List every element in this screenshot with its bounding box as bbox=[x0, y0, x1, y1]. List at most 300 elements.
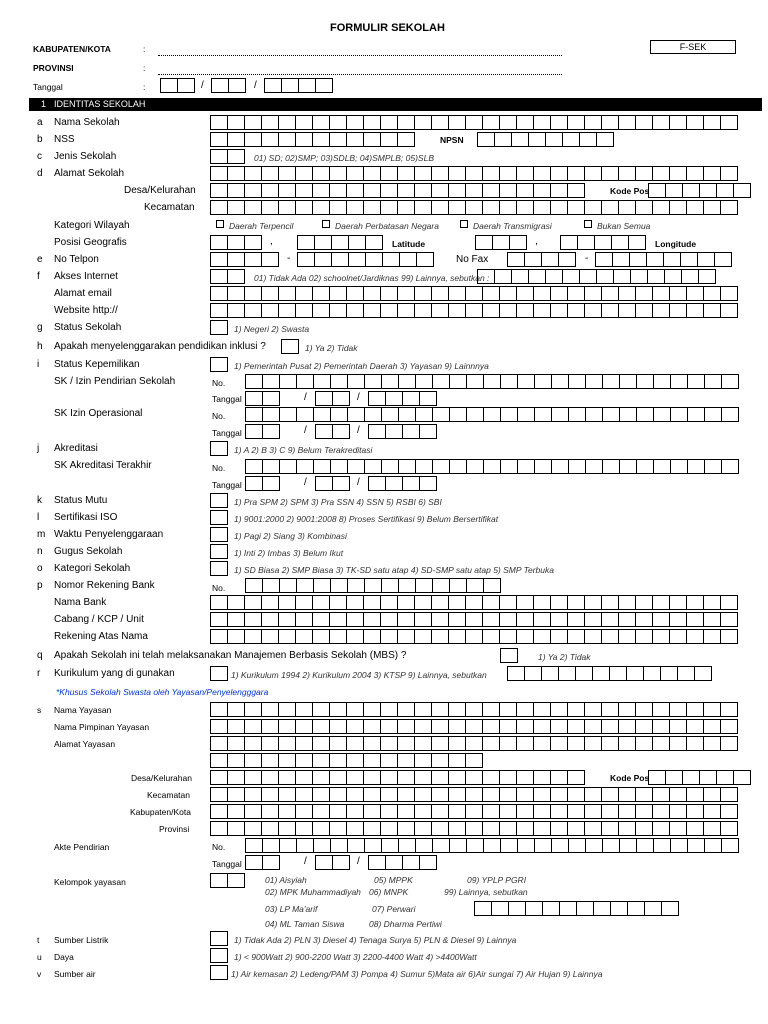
char-box[interactable] bbox=[380, 286, 398, 301]
char-box[interactable] bbox=[585, 407, 603, 422]
char-box[interactable] bbox=[363, 753, 381, 768]
char-box[interactable] bbox=[585, 838, 603, 853]
char-box[interactable] bbox=[347, 838, 365, 853]
char-box[interactable] bbox=[618, 595, 636, 610]
alamat-boxes[interactable] bbox=[210, 166, 737, 181]
char-box[interactable] bbox=[627, 901, 645, 916]
char-box[interactable] bbox=[297, 252, 315, 267]
char-box[interactable] bbox=[346, 166, 364, 181]
char-box[interactable] bbox=[516, 286, 534, 301]
char-box[interactable] bbox=[278, 629, 296, 644]
char-box[interactable] bbox=[499, 612, 517, 627]
char-box[interactable] bbox=[261, 200, 279, 215]
char-box[interactable] bbox=[703, 787, 721, 802]
char-box[interactable] bbox=[449, 459, 467, 474]
char-box[interactable] bbox=[567, 200, 585, 215]
char-box[interactable] bbox=[703, 115, 721, 130]
char-box[interactable] bbox=[584, 200, 602, 215]
char-box[interactable] bbox=[431, 770, 449, 785]
char-box[interactable] bbox=[329, 286, 347, 301]
char-box[interactable] bbox=[312, 787, 330, 802]
char-box[interactable] bbox=[584, 303, 602, 318]
char-box[interactable] bbox=[551, 407, 569, 422]
char-box[interactable] bbox=[210, 544, 228, 559]
char-box[interactable] bbox=[385, 424, 403, 439]
char-box[interactable] bbox=[680, 252, 698, 267]
char-box[interactable] bbox=[686, 115, 704, 130]
char-box[interactable] bbox=[601, 286, 619, 301]
char-box[interactable] bbox=[295, 719, 313, 734]
char-box[interactable] bbox=[477, 132, 495, 147]
char-box[interactable] bbox=[669, 612, 687, 627]
char-box[interactable] bbox=[511, 269, 529, 284]
char-box[interactable] bbox=[431, 115, 449, 130]
char-box[interactable] bbox=[363, 612, 381, 627]
char-box[interactable] bbox=[329, 132, 347, 147]
desa-boxes[interactable] bbox=[210, 183, 584, 198]
char-box[interactable] bbox=[516, 719, 534, 734]
char-box[interactable] bbox=[363, 115, 381, 130]
char-box[interactable] bbox=[619, 459, 637, 474]
char-box[interactable] bbox=[482, 166, 500, 181]
char-box[interactable] bbox=[228, 78, 246, 93]
char-box[interactable] bbox=[330, 374, 348, 389]
char-box[interactable] bbox=[368, 476, 386, 491]
atasnama-boxes[interactable] bbox=[210, 629, 737, 644]
char-box[interactable] bbox=[363, 595, 381, 610]
char-box[interactable] bbox=[332, 855, 350, 870]
char-box[interactable] bbox=[567, 612, 585, 627]
char-box[interactable] bbox=[414, 595, 432, 610]
char-box[interactable] bbox=[261, 629, 279, 644]
char-box[interactable] bbox=[465, 821, 483, 836]
char-box[interactable] bbox=[703, 286, 721, 301]
char-box[interactable] bbox=[669, 629, 687, 644]
char-box[interactable] bbox=[482, 200, 500, 215]
char-box[interactable] bbox=[567, 115, 585, 130]
char-box[interactable] bbox=[296, 459, 314, 474]
char-box[interactable] bbox=[664, 269, 682, 284]
char-box[interactable] bbox=[652, 629, 670, 644]
char-box[interactable] bbox=[312, 115, 330, 130]
char-box[interactable] bbox=[398, 838, 416, 853]
char-box[interactable] bbox=[397, 115, 415, 130]
char-box[interactable] bbox=[261, 183, 279, 198]
cabang-boxes[interactable] bbox=[210, 612, 737, 627]
char-box[interactable] bbox=[636, 838, 654, 853]
char-box[interactable] bbox=[431, 702, 449, 717]
char-box[interactable] bbox=[618, 787, 636, 802]
char-box[interactable] bbox=[601, 200, 619, 215]
char-box[interactable] bbox=[534, 459, 552, 474]
char-box[interactable] bbox=[414, 770, 432, 785]
char-box[interactable] bbox=[609, 666, 627, 681]
char-box[interactable] bbox=[295, 132, 313, 147]
char-box[interactable] bbox=[312, 303, 330, 318]
char-box[interactable] bbox=[347, 459, 365, 474]
fax-code[interactable] bbox=[507, 252, 575, 267]
char-box[interactable] bbox=[397, 753, 415, 768]
char-box[interactable] bbox=[365, 252, 383, 267]
char-box[interactable] bbox=[550, 166, 568, 181]
char-box[interactable] bbox=[245, 407, 263, 422]
char-box[interactable] bbox=[261, 252, 279, 267]
char-box[interactable] bbox=[720, 736, 738, 751]
char-box[interactable] bbox=[295, 702, 313, 717]
char-box[interactable] bbox=[601, 612, 619, 627]
char-box[interactable] bbox=[380, 166, 398, 181]
inklusi-box[interactable] bbox=[281, 339, 298, 354]
char-box[interactable] bbox=[482, 770, 500, 785]
char-box[interactable] bbox=[245, 476, 263, 491]
char-box[interactable] bbox=[278, 183, 296, 198]
char-box[interactable] bbox=[329, 115, 347, 130]
char-box[interactable] bbox=[584, 719, 602, 734]
char-box[interactable] bbox=[415, 459, 433, 474]
char-box[interactable] bbox=[687, 374, 705, 389]
rek-boxes[interactable] bbox=[245, 578, 500, 593]
char-box[interactable] bbox=[244, 200, 262, 215]
char-box[interactable] bbox=[244, 115, 262, 130]
char-box[interactable] bbox=[315, 476, 333, 491]
char-box[interactable] bbox=[346, 303, 364, 318]
char-box[interactable] bbox=[550, 303, 568, 318]
char-box[interactable] bbox=[346, 183, 364, 198]
char-box[interactable] bbox=[612, 252, 630, 267]
char-box[interactable] bbox=[721, 407, 739, 422]
skop-no[interactable] bbox=[245, 407, 738, 422]
char-box[interactable] bbox=[402, 855, 420, 870]
char-box[interactable] bbox=[314, 252, 332, 267]
char-box[interactable] bbox=[397, 787, 415, 802]
char-box[interactable] bbox=[278, 821, 296, 836]
char-box[interactable] bbox=[592, 666, 610, 681]
char-box[interactable] bbox=[210, 770, 228, 785]
char-box[interactable] bbox=[414, 736, 432, 751]
char-box[interactable] bbox=[584, 166, 602, 181]
char-box[interactable] bbox=[629, 252, 647, 267]
mbs-box[interactable] bbox=[500, 648, 517, 663]
char-box[interactable] bbox=[312, 612, 330, 627]
char-box[interactable] bbox=[550, 719, 568, 734]
char-box[interactable] bbox=[278, 166, 296, 181]
char-box[interactable] bbox=[686, 787, 704, 802]
char-box[interactable] bbox=[533, 736, 551, 751]
char-box[interactable] bbox=[703, 166, 721, 181]
char-box[interactable] bbox=[686, 612, 704, 627]
char-box[interactable] bbox=[618, 702, 636, 717]
char-box[interactable] bbox=[312, 770, 330, 785]
char-box[interactable] bbox=[483, 578, 501, 593]
char-box[interactable] bbox=[380, 115, 398, 130]
char-box[interactable] bbox=[568, 374, 586, 389]
char-box[interactable] bbox=[402, 476, 420, 491]
char-box[interactable] bbox=[398, 407, 416, 422]
char-box[interactable] bbox=[516, 804, 534, 819]
char-box[interactable] bbox=[210, 612, 228, 627]
kelompok-other[interactable] bbox=[474, 901, 678, 916]
char-box[interactable] bbox=[516, 821, 534, 836]
char-box[interactable] bbox=[516, 166, 534, 181]
akte-year[interactable] bbox=[368, 855, 436, 870]
char-box[interactable] bbox=[720, 629, 738, 644]
char-box[interactable] bbox=[466, 407, 484, 422]
char-box[interactable] bbox=[381, 374, 399, 389]
char-box[interactable] bbox=[312, 736, 330, 751]
char-box[interactable] bbox=[686, 303, 704, 318]
char-box[interactable] bbox=[210, 357, 228, 372]
char-box[interactable] bbox=[278, 804, 296, 819]
akte-no[interactable] bbox=[245, 838, 738, 853]
char-box[interactable] bbox=[210, 561, 228, 576]
char-box[interactable] bbox=[295, 166, 313, 181]
char-box[interactable] bbox=[482, 595, 500, 610]
char-box[interactable] bbox=[210, 235, 228, 250]
char-box[interactable] bbox=[380, 719, 398, 734]
char-box[interactable] bbox=[431, 719, 449, 734]
char-box[interactable] bbox=[331, 252, 349, 267]
char-box[interactable] bbox=[601, 736, 619, 751]
char-box[interactable] bbox=[380, 132, 398, 147]
char-box[interactable] bbox=[415, 407, 433, 422]
char-box[interactable] bbox=[626, 666, 644, 681]
char-box[interactable] bbox=[312, 629, 330, 644]
char-box[interactable] bbox=[385, 476, 403, 491]
char-box[interactable] bbox=[261, 753, 279, 768]
char-box[interactable] bbox=[329, 736, 347, 751]
char-box[interactable] bbox=[669, 821, 687, 836]
char-box[interactable] bbox=[380, 821, 398, 836]
char-box[interactable] bbox=[432, 407, 450, 422]
char-box[interactable] bbox=[528, 269, 546, 284]
char-box[interactable] bbox=[419, 424, 437, 439]
char-box[interactable] bbox=[346, 200, 364, 215]
char-box[interactable] bbox=[550, 770, 568, 785]
char-box[interactable] bbox=[244, 166, 262, 181]
char-box[interactable] bbox=[613, 269, 631, 284]
char-box[interactable] bbox=[210, 200, 228, 215]
char-box[interactable] bbox=[704, 374, 722, 389]
char-box[interactable] bbox=[398, 459, 416, 474]
char-box[interactable] bbox=[482, 821, 500, 836]
char-box[interactable] bbox=[210, 753, 228, 768]
char-box[interactable] bbox=[431, 286, 449, 301]
char-box[interactable] bbox=[550, 821, 568, 836]
char-box[interactable] bbox=[330, 838, 348, 853]
char-box[interactable] bbox=[346, 770, 364, 785]
char-box[interactable] bbox=[545, 132, 563, 147]
char-box[interactable] bbox=[716, 770, 734, 785]
char-box[interactable] bbox=[618, 736, 636, 751]
char-box[interactable] bbox=[533, 303, 551, 318]
sk1-month[interactable] bbox=[315, 391, 349, 406]
char-box[interactable] bbox=[210, 873, 228, 888]
char-box[interactable] bbox=[227, 166, 245, 181]
char-box[interactable] bbox=[568, 407, 586, 422]
char-box[interactable] bbox=[432, 374, 450, 389]
char-box[interactable] bbox=[397, 719, 415, 734]
char-box[interactable] bbox=[550, 787, 568, 802]
char-box[interactable] bbox=[281, 78, 299, 93]
char-box[interactable] bbox=[415, 838, 433, 853]
sk2-year[interactable] bbox=[368, 424, 436, 439]
char-box[interactable] bbox=[363, 286, 381, 301]
char-box[interactable] bbox=[466, 578, 484, 593]
char-box[interactable] bbox=[380, 303, 398, 318]
char-box[interactable] bbox=[611, 235, 629, 250]
alyay-boxes1[interactable] bbox=[210, 736, 737, 751]
char-box[interactable] bbox=[652, 787, 670, 802]
char-box[interactable] bbox=[380, 183, 398, 198]
char-box[interactable] bbox=[415, 578, 433, 593]
char-box[interactable] bbox=[448, 787, 466, 802]
char-box[interactable] bbox=[312, 753, 330, 768]
char-box[interactable] bbox=[295, 286, 313, 301]
char-box[interactable] bbox=[295, 115, 313, 130]
char-box[interactable] bbox=[399, 252, 417, 267]
char-box[interactable] bbox=[261, 612, 279, 627]
char-box[interactable] bbox=[630, 269, 648, 284]
char-box[interactable] bbox=[686, 200, 704, 215]
char-box[interactable] bbox=[550, 286, 568, 301]
char-box[interactable] bbox=[550, 702, 568, 717]
char-box[interactable] bbox=[278, 770, 296, 785]
char-box[interactable] bbox=[720, 821, 738, 836]
char-box[interactable] bbox=[380, 804, 398, 819]
char-box[interactable] bbox=[494, 132, 512, 147]
char-box[interactable] bbox=[635, 736, 653, 751]
char-box[interactable] bbox=[483, 407, 501, 422]
char-box[interactable] bbox=[477, 269, 495, 284]
char-box[interactable] bbox=[419, 855, 437, 870]
char-box[interactable] bbox=[507, 666, 525, 681]
char-box[interactable] bbox=[397, 736, 415, 751]
char-box[interactable] bbox=[508, 901, 526, 916]
char-box[interactable] bbox=[511, 132, 529, 147]
char-box[interactable] bbox=[551, 459, 569, 474]
char-box[interactable] bbox=[295, 753, 313, 768]
char-box[interactable] bbox=[533, 787, 551, 802]
char-box[interactable] bbox=[465, 629, 483, 644]
char-box[interactable] bbox=[584, 629, 602, 644]
char-box[interactable] bbox=[575, 666, 593, 681]
char-box[interactable] bbox=[533, 629, 551, 644]
kec-boxes[interactable] bbox=[210, 200, 737, 215]
char-box[interactable] bbox=[448, 770, 466, 785]
char-box[interactable] bbox=[584, 612, 602, 627]
char-box[interactable] bbox=[315, 855, 333, 870]
char-box[interactable] bbox=[278, 200, 296, 215]
char-box[interactable] bbox=[720, 702, 738, 717]
char-box[interactable] bbox=[397, 303, 415, 318]
char-box[interactable] bbox=[517, 459, 535, 474]
char-box[interactable] bbox=[261, 719, 279, 734]
char-box[interactable] bbox=[449, 838, 467, 853]
char-box[interactable] bbox=[568, 838, 586, 853]
char-box[interactable] bbox=[448, 115, 466, 130]
char-box[interactable] bbox=[618, 821, 636, 836]
char-box[interactable] bbox=[703, 200, 721, 215]
char-box[interactable] bbox=[567, 821, 585, 836]
char-box[interactable] bbox=[346, 132, 364, 147]
char-box[interactable] bbox=[465, 770, 483, 785]
char-box[interactable] bbox=[329, 753, 347, 768]
char-box[interactable] bbox=[227, 132, 245, 147]
char-box[interactable] bbox=[397, 804, 415, 819]
char-box[interactable] bbox=[278, 702, 296, 717]
char-box[interactable] bbox=[295, 804, 313, 819]
char-box[interactable] bbox=[517, 838, 535, 853]
char-box[interactable] bbox=[244, 183, 262, 198]
char-box[interactable] bbox=[733, 770, 751, 785]
char-box[interactable] bbox=[348, 252, 366, 267]
char-box[interactable] bbox=[347, 578, 365, 593]
char-box[interactable] bbox=[380, 702, 398, 717]
char-box[interactable] bbox=[716, 183, 734, 198]
char-box[interactable] bbox=[431, 753, 449, 768]
char-box[interactable] bbox=[278, 787, 296, 802]
char-box[interactable] bbox=[227, 612, 245, 627]
char-box[interactable] bbox=[687, 459, 705, 474]
char-box[interactable] bbox=[398, 578, 416, 593]
char-box[interactable] bbox=[492, 235, 510, 250]
char-box[interactable] bbox=[602, 407, 620, 422]
char-box[interactable] bbox=[363, 303, 381, 318]
char-box[interactable] bbox=[618, 115, 636, 130]
char-box[interactable] bbox=[312, 702, 330, 717]
char-box[interactable] bbox=[211, 78, 229, 93]
char-box[interactable] bbox=[368, 391, 386, 406]
char-box[interactable] bbox=[567, 787, 585, 802]
char-box[interactable] bbox=[244, 595, 262, 610]
char-box[interactable] bbox=[465, 787, 483, 802]
char-box[interactable] bbox=[698, 269, 716, 284]
char-box[interactable] bbox=[499, 702, 517, 717]
char-box[interactable] bbox=[346, 115, 364, 130]
char-box[interactable] bbox=[703, 804, 721, 819]
char-box[interactable] bbox=[397, 595, 415, 610]
char-box[interactable] bbox=[245, 838, 263, 853]
char-box[interactable] bbox=[332, 391, 350, 406]
char-box[interactable] bbox=[329, 719, 347, 734]
char-box[interactable] bbox=[448, 702, 466, 717]
char-box[interactable] bbox=[448, 804, 466, 819]
char-box[interactable] bbox=[278, 612, 296, 627]
char-box[interactable] bbox=[720, 286, 738, 301]
char-box[interactable] bbox=[567, 286, 585, 301]
char-box[interactable] bbox=[402, 391, 420, 406]
char-box[interactable] bbox=[261, 132, 279, 147]
char-box[interactable] bbox=[499, 183, 517, 198]
char-box[interactable] bbox=[559, 901, 577, 916]
char-box[interactable] bbox=[312, 166, 330, 181]
char-box[interactable] bbox=[703, 629, 721, 644]
char-box[interactable] bbox=[227, 286, 245, 301]
char-box[interactable] bbox=[227, 200, 245, 215]
char-box[interactable] bbox=[227, 873, 245, 888]
char-box[interactable] bbox=[227, 235, 245, 250]
char-box[interactable] bbox=[364, 578, 382, 593]
char-box[interactable] bbox=[397, 770, 415, 785]
char-box[interactable] bbox=[262, 838, 280, 853]
sk1-year[interactable] bbox=[368, 391, 436, 406]
char-box[interactable] bbox=[601, 821, 619, 836]
char-box[interactable] bbox=[312, 821, 330, 836]
char-box[interactable] bbox=[330, 578, 348, 593]
char-box[interactable] bbox=[545, 269, 563, 284]
char-box[interactable] bbox=[686, 702, 704, 717]
char-box[interactable] bbox=[648, 770, 666, 785]
